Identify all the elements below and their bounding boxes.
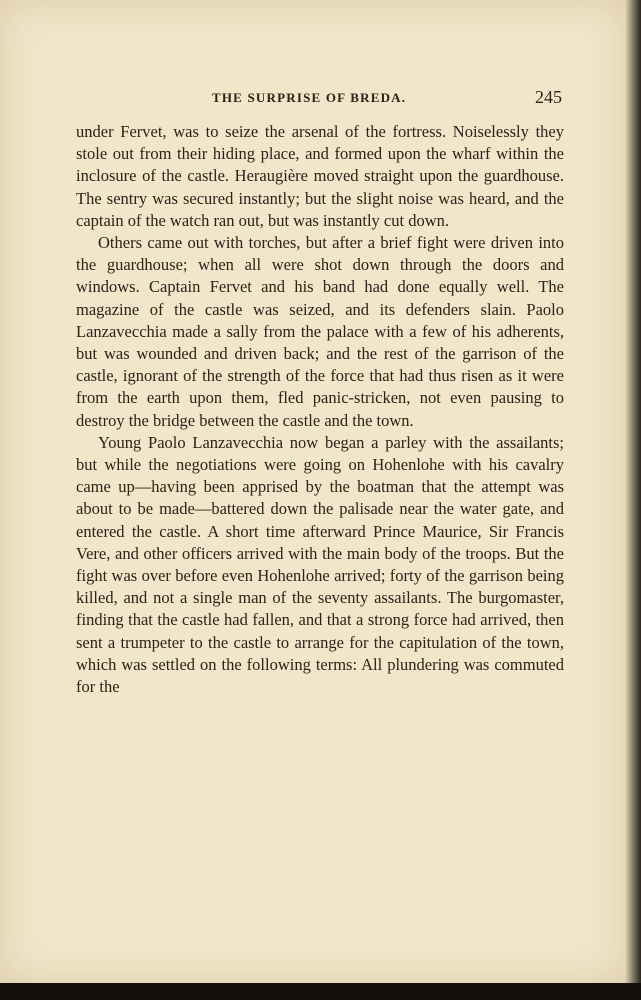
- page-edge-shadow: [626, 0, 641, 983]
- paragraph-continued: under Fervet, was to seize the arsenal of the fortress. Noiselessly they stole out from their hiding place, and formed upon the wharf within the inclosure of the castle. Heraugière moved straight upon the guardhouse. The sentry was secured instantly; but the slight noise was heard, and the captain of the watch ran out, but was instantly cut down.: [76, 122, 564, 230]
- paragraph: Others came out with torches, but after a brief fight were driven into the guardhouse; when all were shot down through the doors and windows. Captain Fervet and his band had done equally well. The magazine of the castle was seized, and its defenders slain. Paolo Lanzavecchia made a sally from the palace with a few of his adherents, but was wounded and driven back; and the rest of the garrison of the castle, ignorant of the strength of the force that had thus risen as it were from the earth upon them, fled panic-stricken, not even pausing to destroy the bridge between the castle and the town.: [76, 233, 564, 430]
- page-header: [76, 88, 564, 112]
- page-number: 245: [535, 87, 562, 107]
- paragraph: Young Paolo Lanzavecchia now began a parley with the assailants; but while the negotiations were going on Hohenlohe with his cavalry came up—having been apprised by the boatman that the attempt was about to be made—battered down the palisade near the water gate, and entered the castle. A short time afterward Prince Maurice, Sir Francis Vere, and other officers arrived with the main body of the troops. But the fight was over before even Hohenlohe arrived; forty of the garrison being killed, and not a single man of the seventy assailants. The burgomaster, finding that the castle had fallen, and that a strong force had arrived, then sent a trumpeter to the castle to arrange for the capitulation of the town, which was settled on the following terms: All plundering was commuted for the: [76, 432, 564, 697]
- running-title: THE SURPRISE OF BREDA.: [212, 90, 407, 105]
- scan-bottom-border: [0, 983, 641, 1000]
- body-text: [76, 121, 564, 698]
